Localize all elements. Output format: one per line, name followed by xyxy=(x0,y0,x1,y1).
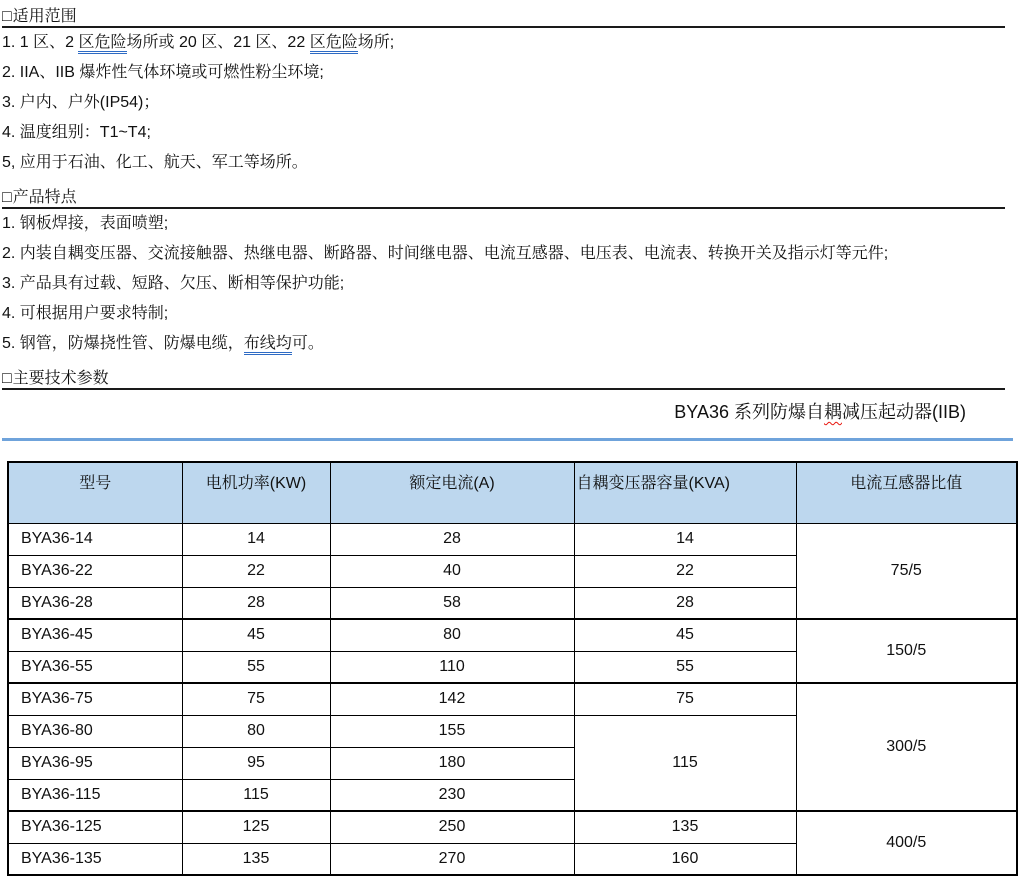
spellcheck-underline: 区危险 xyxy=(78,34,126,54)
text-run: BYA36 系列防爆自 xyxy=(674,402,824,422)
power-cell: 14 xyxy=(182,523,330,555)
text-run: 1. 1 区、2 xyxy=(2,34,79,51)
section-heading-text: 产品特点 xyxy=(12,189,77,206)
text-run: 场所或 20 区、21 区、22 xyxy=(126,34,310,51)
column-header: 电流互感器比值 xyxy=(796,462,1017,523)
current-cell: 155 xyxy=(330,715,574,747)
current-cell: 270 xyxy=(330,843,574,875)
model-cell: BYA36-22 xyxy=(8,555,182,587)
power-cell: 80 xyxy=(182,715,330,747)
model-cell: BYA36-115 xyxy=(8,779,182,811)
list-item xyxy=(2,209,1018,239)
checkbox-icon: □ xyxy=(2,8,12,25)
ratio-cell: 150/5 xyxy=(796,619,1017,683)
current-cell: 110 xyxy=(330,651,574,683)
current-cell: 230 xyxy=(330,779,574,811)
current-cell: 180 xyxy=(330,747,574,779)
capacity-cell: 135 xyxy=(574,811,796,843)
spec-table xyxy=(7,461,1018,876)
current-cell: 80 xyxy=(330,619,574,651)
power-cell: 28 xyxy=(182,587,330,619)
text-run: 3. 产品具有过载、短路、欠压、断相等保护功能; xyxy=(2,275,345,292)
text-sections xyxy=(2,8,1018,390)
current-cell: 250 xyxy=(330,811,574,843)
column-header: 电机功率(KW) xyxy=(182,462,330,523)
model-cell: BYA36-75 xyxy=(8,683,182,715)
power-cell: 22 xyxy=(182,555,330,587)
column-header: 额定电流(A) xyxy=(330,462,574,523)
text-run: 场所; xyxy=(357,34,395,51)
section-heading xyxy=(2,370,1005,390)
current-cell: 40 xyxy=(330,555,574,587)
current-cell: 142 xyxy=(330,683,574,715)
power-cell: 55 xyxy=(182,651,330,683)
power-cell: 115 xyxy=(182,779,330,811)
table-header xyxy=(8,462,1017,523)
table-body xyxy=(8,523,1017,875)
text-run: 可。 xyxy=(291,335,324,352)
section-heading xyxy=(2,189,1005,209)
text-run: 4. 温度组别：T1~T4; xyxy=(2,124,151,141)
table-row xyxy=(8,683,1017,715)
capacity-cell: 28 xyxy=(574,587,796,619)
text-run: 4. 可根据用户要求特制; xyxy=(2,305,169,322)
capacity-cell: 14 xyxy=(574,523,796,555)
list-item xyxy=(2,118,1018,148)
current-cell: 58 xyxy=(330,587,574,619)
table-row xyxy=(8,811,1017,843)
power-cell: 95 xyxy=(182,747,330,779)
model-cell: BYA36-28 xyxy=(8,587,182,619)
text-run: 1. 钢板焊接，表面喷塑; xyxy=(2,215,169,232)
header-row xyxy=(8,462,1017,523)
power-cell: 45 xyxy=(182,619,330,651)
list-item xyxy=(2,329,1018,359)
section-heading-text: 适用范围 xyxy=(12,8,77,25)
column-header: 型号 xyxy=(8,462,182,523)
checkbox-icon: □ xyxy=(2,189,12,206)
table-title xyxy=(2,399,1018,425)
section-heading-text: 主要技术参数 xyxy=(12,370,109,387)
checkbox-icon: □ xyxy=(2,370,12,387)
text-run: 2. IIA、IIB 爆炸性气体环境或可燃性粉尘环境; xyxy=(2,64,324,81)
text-run: 5, 应用于石油、化工、航天、军工等场所。 xyxy=(2,154,308,171)
capacity-cell: 45 xyxy=(574,619,796,651)
text-run: 2. 内装自耦变压器、交流接触器、热继电器、断路器、时间继电器、电流互感器、电压表、电流表、转换开关及指示灯等元件; xyxy=(2,245,889,262)
capacity-cell: 160 xyxy=(574,843,796,875)
model-cell: BYA36-14 xyxy=(8,523,182,555)
model-cell: BYA36-135 xyxy=(8,843,182,875)
list-item xyxy=(2,299,1018,329)
list-item xyxy=(2,269,1018,299)
capacity-cell: 115 xyxy=(574,715,796,811)
section xyxy=(2,189,1018,359)
spellcheck-underline: 布线均 xyxy=(244,335,292,355)
text-run: 减压起动器(IIB) xyxy=(842,402,966,422)
power-cell: 75 xyxy=(182,683,330,715)
ratio-cell: 75/5 xyxy=(796,523,1017,619)
model-cell: BYA36-45 xyxy=(8,619,182,651)
spellcheck-underline: 区危险 xyxy=(310,34,358,54)
model-cell: BYA36-80 xyxy=(8,715,182,747)
power-cell: 135 xyxy=(182,843,330,875)
section xyxy=(2,8,1018,178)
list-item xyxy=(2,239,1018,269)
current-cell: 28 xyxy=(330,523,574,555)
capacity-cell: 75 xyxy=(574,683,796,715)
section xyxy=(2,370,1018,390)
text-run: 5. 钢管，防爆挠性管、防爆电缆， xyxy=(2,335,244,352)
model-cell: BYA36-55 xyxy=(8,651,182,683)
list-item xyxy=(2,148,1018,178)
text-run: 3. 户内、户外(IP54)； xyxy=(2,94,160,111)
table-row xyxy=(8,523,1017,555)
list-item xyxy=(2,58,1018,88)
capacity-cell: 55 xyxy=(574,651,796,683)
table-row xyxy=(8,619,1017,651)
model-cell: BYA36-125 xyxy=(8,811,182,843)
spellcheck-wavy: 耦 xyxy=(824,402,842,422)
list-item xyxy=(2,88,1018,118)
capacity-cell: 22 xyxy=(574,555,796,587)
column-header: 自耦变压器容量(KVA) xyxy=(574,462,796,523)
power-cell: 125 xyxy=(182,811,330,843)
blue-divider xyxy=(2,438,1013,441)
section-heading xyxy=(2,8,1005,28)
ratio-cell: 400/5 xyxy=(796,811,1017,875)
model-cell: BYA36-95 xyxy=(8,747,182,779)
ratio-cell: 300/5 xyxy=(796,683,1017,811)
list-item xyxy=(2,28,1018,58)
